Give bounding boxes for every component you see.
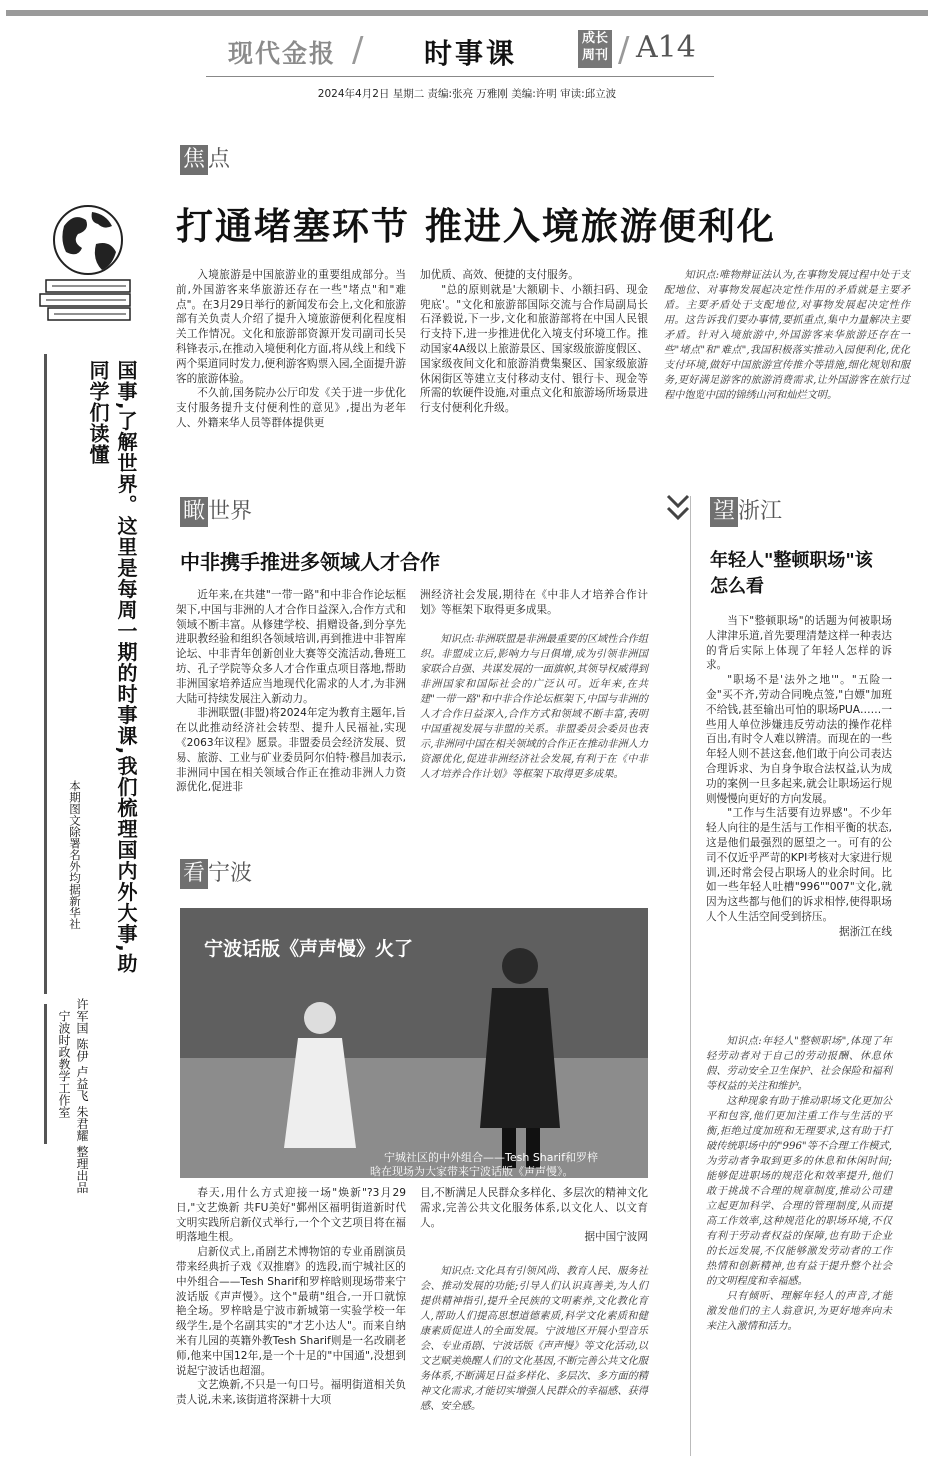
photo-title: 宁波话版《声声慢》火了 <box>204 938 414 960</box>
paragraph: "职场不是'法外之地'"。"五险一金"买不齐,劳动合同晚点签,"白嫖"加班不给钱,甚至输出可怕的职场PUA……一些用人单位涉嫌违反劳动法的操作花样百出,有时令人难以辨清。而现在的一些年轻人则不甚这套,他们敢于向公司表达合理诉求、为自身争取合法权益,认为成功的案例一旦多起来,就会让职场运行规则慢慢向更好的方向发展。 <box>706 674 892 805</box>
paragraph: 当下"整顿职场"的话题为何被职场人津津乐道,首先要理清楚这样一种表达的背后实际上体现了年轻人怎样的诉求。 <box>706 615 892 672</box>
focus-headline: 打通堵塞环节 推进入境旅游便利化 <box>176 205 776 248</box>
paragraph: 不久前,国务院办公厅印发《关于进一步优化支付服务提升支付便利性的意见》,提出为老年人、外籍来华人员等群体提供更 <box>176 387 406 429</box>
ningbo-section-tag <box>180 856 252 889</box>
zhejiang-title: 年轻人"整顿职场"该怎么看 <box>710 550 873 597</box>
knowledge-text: 这种现象有助于推动职场文化更加公平和包容,他们更加注重工作与生活的平衡,拒绝过度加班和无理要求,这有助于打破传统职场中的"996"等不合理工作模式,为劳动者争取到更多的休息和休闲时间;能够促进职场的规范化和效率提升,他们敢于挑战不合理的规章制度,推动公司建立起更加科学、合理的管理制度,从而提高工作效率,这种规范化的职场环境,不仅有利于劳动者权益的保障,也有助于企业的长远发展,不仅能够激发劳动者的工作热情和创新精神,也有益于提升整个社会的文明程度和幸福感。 <box>706 1096 892 1287</box>
focus-col-1 <box>176 268 406 431</box>
zhejiang-knowledge-point <box>706 1034 892 1334</box>
growth-weekly-badge <box>578 30 612 68</box>
paragraph: 加优质、高效、便捷的支付服务。 <box>420 269 579 281</box>
page-title: 时事课 <box>424 37 518 70</box>
ningbo-col-1 <box>176 1186 406 1408</box>
focus-col-2 <box>420 268 648 416</box>
source: 据浙江在线 <box>839 925 892 938</box>
top-rule <box>6 10 928 16</box>
paragraph: 入境旅游是中国旅游业的重要组成部分。当前,外国游客来华旅游还存在一些"堵点"和"难点"。在3月29日举行的新闻发布会上,文化和旅游部有关负责人介绍了提升入境旅游便利化程度相关工作情况。文化和旅游部资源开发司副司长吴科锋表示,在推动入境便利化方面,将从线上和线下两个渠道同时发力,便利游客购票入园,全面提升游客的旅游体验。 <box>176 269 406 385</box>
tag-box: 瞰 <box>180 497 208 527</box>
paragraph: 春天,用什么方式迎接一场"焕新"?3月29日,"文艺焕新 共FU美好"鄞州区福明街道新时代文明实践所启新仪式举行,一个个文艺项目将在福明落地生根。 <box>176 1187 406 1244</box>
badge-line-2: 周刊 <box>581 48 608 63</box>
zhejiang-body <box>706 614 892 940</box>
masthead-slash: / <box>352 30 364 70</box>
issue-meta: 2024年4月2日 星期二 责编:张亮 万雅刚 美编:许明 审读:邱立波 <box>317 88 617 100</box>
paragraph: 目,不断满足人民群众多样化、多层次的精神文化需求,完善公共文化服务体系,以文化人、以文育人。 <box>420 1187 648 1229</box>
editors-credit: 许军国 陈伊 卢益飞 朱君耀 整理出品 <box>75 998 89 1194</box>
tag-box: 看 <box>180 859 208 889</box>
tag-box: 焦 <box>180 145 208 175</box>
world-knowledge-point <box>420 632 648 782</box>
tag-rest: 点 <box>208 147 231 172</box>
ningbo-photo <box>180 908 648 1178</box>
column-divider <box>690 496 691 1456</box>
knowledge-text: 知识点:唯物辩证法认为,在事物发展过程中处于支配地位、对事物发展起决定性作用的矛盾就是主要矛盾。主要矛盾处于支配地位,对事物发展起决定性作用。这告诉我们要办事情,要抓重点,集中力量解决主要矛盾。针对入境旅游中,外国游客来华旅游还存在一些"堵点"和"难点",我国积极落实推动入园便利化,优化支付环境,做好中国旅游宣传推介等措施,细化规划和服务,更好满足游客的旅游消费需求,让外国游客在旅行过程中饱览中国的锦绣山河和灿烂文明。 <box>664 270 910 401</box>
paragraph: 洲经济社会发展,期待在《中非人才培养合作计划》等框架下取得更多成果。 <box>420 589 648 616</box>
chevron-down-icon <box>666 494 690 524</box>
ningbo-col-2 <box>420 1186 648 1245</box>
tag-box: 望 <box>710 497 738 527</box>
paragraph: 近年来,在共建"一带一路"和中非合作论坛框架下,中国与非洲的人才合作日益深入,合作方式和领域不断丰富。从修建学校、捐赠设备,到分享先进职教经验和组织各领域培训,再到推进中非智库论坛、中非青年创新创业大赛等交流活动,鲁班工坊、孔子学院等众多人才合作重点项目落地,帮助非洲国家培养适应当地现代化需求的人才,为非洲大陆可持续发展注入新动力。 <box>176 589 406 705</box>
focus-knowledge-point <box>664 268 910 403</box>
world-title: 中非携手推进多领域人才合作 <box>180 550 440 574</box>
paragraph: "工作与生活要有边界感"。不少年轻人向往的是生活与工作相平衡的状态,这是他们最强烈的愿望之一。可有的公司不仅近乎严苛的KPI考核对大家进行规训,还时常会侵占职场人的业余时间。比如一些年轻人吐槽"996""007"文化,就因为这些都与他们的诉求相悖,使得职场人个人生活空间受到挤压。 <box>706 807 892 923</box>
paragraph: 非洲联盟(非盟)将2024年定为教育主题年,旨在以此推动经济社会转型、提升人民福祉,实现《2063年议程》愿景。非盟委员会经济发展、贸易、旅游、工业与矿业委员阿尔伯特·穆昌加表示,非洲同中国在相关领域合作正在推动非洲人力资源优化,促进非 <box>176 707 406 794</box>
photo-caption-1: 宁城社区的中外组合——Tesh Sharif和罗梓 <box>384 1151 598 1164</box>
photo-caption-2: 晗在现场为大家带来宁波话版《声声慢》。 <box>370 1165 574 1178</box>
ningbo-knowledge-point <box>420 1264 648 1414</box>
photo-credit: 本期图文除署名外均据新华社 <box>68 780 82 930</box>
paragraph: "总的原则就是'大额刷卡、小额扫码、现金兜底'。"文化和旅游部国际交流与合作局副局长石泽毅说,下一步,文化和旅游部将在中国人民银行支持下,进一步推进优化入境支付环境工作。推动国家4A级以上旅游景区、国家级旅游度假区、国家级夜间文化和旅游消费集聚区、国家级旅游休闲街区等建立支付移动支付、银行卡、现金等所需的软硬件设施,对重点文化和旅游场所场景进行支付便利化升级。 <box>420 283 648 415</box>
knowledge-text: 知识点:非洲联盟是非洲最重要的区域性合作组织。非盟成立后,影响力与日俱增,成为引领非洲国家联合自强、共谋发展的一面旗帜,其领导权威得到非洲国家和国际社会的广泛认可。近年来,在共建"一带一路"和中非合作论坛框架下,中国与非洲的人才合作日益深入,合作方式和领域不断丰富,表明中国重视发展与非盟的关系。非盟委员会委员也表示,非洲同中国在相关领域的合作正在推动非洲人力资源优化,促进非洲经济社会发展,有利于在《中非人才培养合作计划》等框架下取得更多成果。 <box>420 634 648 780</box>
tag-rest: 世界 <box>208 499 253 524</box>
world-col-1 <box>176 588 406 795</box>
masthead-rule <box>206 76 714 77</box>
knowledge-text: 知识点:文化具有引领风尚、教育人民、服务社会、推动发展的功能;引导人们认识真善美,为人们提供精神指引,提升全民族的文明素养,文化教化育人,帮助人们提高思想道德素质,科学文化素质和健康素质促进人的全面发展。宁波地区开展小型音乐会、专业甬剧、宁波话版《声声慢》等文化活动,以文艺赋美焕醒人们的文化基因,不断完善公共文化服务体系,不断满足日益多样化、多层次、多方面的精神文化需求,才能切实增强人民群众的幸福感、获得感、安全感。 <box>420 1266 648 1412</box>
studio-credit: 宁波时政教学工作室 <box>57 1010 71 1118</box>
page-number: A14 <box>636 30 696 65</box>
tag-rest: 浙江 <box>738 499 783 524</box>
paragraph: 文艺焕新,不只是一句口号。福明街道相关负责人说,未来,该街道将深耕十大项 <box>176 1379 406 1407</box>
masthead-slash: / <box>618 30 630 70</box>
knowledge-text: 只有倾听、理解年轻人的声音,才能激发他们的主人翁意识,为更好地奔向未来注入激情和活力。 <box>706 1291 892 1332</box>
knowledge-text: 知识点:年轻人"整顿职场",体现了年轻劳动者对于自己的劳动报酬、休息休假、劳动安全卫生保护、社会保险和福利等权益的关注和维护。 <box>706 1036 892 1092</box>
sidebar-rule <box>44 354 47 994</box>
sidebar-intro: 国事,了解世界。这里是每周一期的时事课,我们梳理国内外大事,助同学们读懂 <box>86 360 138 974</box>
badge-line-1: 成长 <box>581 31 608 46</box>
paper-name: 现代金报 <box>228 39 337 68</box>
source: 据中国宁波网 <box>584 1231 648 1244</box>
tag-rest: 宁波 <box>208 861 253 886</box>
focus-section-tag <box>180 142 230 175</box>
zhejiang-section-tag <box>710 494 782 527</box>
globe-books-icon <box>30 196 140 336</box>
world-section-tag <box>180 494 252 527</box>
paragraph: 启新仪式上,甬剧艺术博物馆的专业甬剧演员带来经典折子戏《双推磨》的选段,而宁城社区的中外组合——Tesh Sharif和罗梓晗则现场带来宁波话版《声声慢》。这个"最萌"组合,一开口就惊艳全场。罗梓晗是宁波市新城第一实验学校一年级学生,是个名副其实的"才艺小达人"。而来自纳米有儿园的英籍外教Tesh Sharif则是一名改刷老师,他来中国12年,是一个十足的"中国通",没想到说起宁波话也超溜。 <box>176 1246 406 1377</box>
sidebar-rule-2 <box>44 1004 47 1144</box>
masthead <box>0 28 934 72</box>
world-col-2 <box>420 588 648 618</box>
